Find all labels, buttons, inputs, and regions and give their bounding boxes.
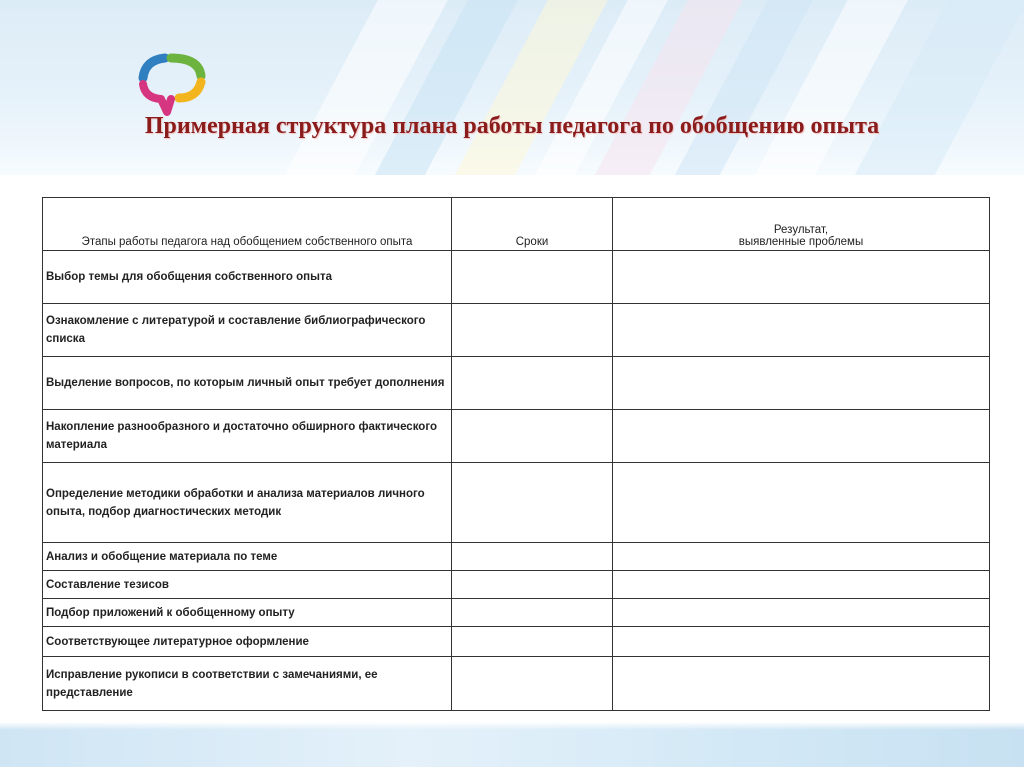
result-cell[interactable] — [613, 463, 990, 543]
stage-cell: Ознакомление с литературой и составление библиографического списка — [43, 304, 452, 357]
result-cell[interactable] — [613, 571, 990, 599]
result-cell[interactable] — [613, 251, 990, 304]
table-row — [43, 357, 990, 410]
table-row — [43, 599, 990, 627]
term-cell[interactable] — [452, 657, 613, 711]
result-cell[interactable] — [613, 599, 990, 627]
header-result — [613, 198, 990, 251]
header-result-line1: Результат, — [773, 224, 829, 236]
stage-cell: Исправление рукописи в соответствии с замечаниями, ее представление — [43, 657, 452, 711]
speech-bubble-logo-icon — [135, 52, 209, 116]
result-cell[interactable] — [613, 627, 990, 657]
table-row — [43, 251, 990, 304]
term-cell[interactable] — [452, 357, 613, 410]
stage-cell: Соответствующее литературное оформление — [43, 627, 452, 657]
stage-cell: Подбор приложений к обобщенному опыту — [43, 599, 452, 627]
term-cell[interactable] — [452, 543, 613, 571]
table-row — [43, 543, 990, 571]
header-stages: Этапы работы педагога над обобщением собственного опыта — [43, 198, 452, 251]
header-result-line2: выявленные проблемы — [738, 236, 864, 248]
term-cell[interactable] — [452, 599, 613, 627]
stage-cell: Выбор темы для обобщения собственного опыта — [43, 251, 452, 304]
stage-cell: Накопление разнообразного и достаточно обширного фактического материала — [43, 410, 452, 463]
stage-cell: Определение методики обработки и анализа материалов личного опыта, подбор диагностических методик — [43, 463, 452, 543]
term-cell[interactable] — [452, 410, 613, 463]
page-title: Примерная структура плана работы педагога по обобщению опыта — [144, 113, 880, 139]
result-cell[interactable] — [613, 657, 990, 711]
result-cell[interactable] — [613, 304, 990, 357]
term-cell[interactable] — [452, 571, 613, 599]
table-row — [43, 657, 990, 711]
table-row — [43, 304, 990, 357]
result-cell[interactable] — [613, 410, 990, 463]
footer-background — [0, 722, 1024, 767]
work-plan-table — [42, 197, 990, 711]
table-row — [43, 410, 990, 463]
term-cell[interactable] — [452, 251, 613, 304]
table-row — [43, 571, 990, 599]
header-terms: Сроки — [452, 198, 613, 251]
term-cell[interactable] — [452, 627, 613, 657]
stage-cell: Выделение вопросов, по которым личный опыт требует дополнения — [43, 357, 452, 410]
term-cell[interactable] — [452, 463, 613, 543]
table-header-row — [43, 198, 990, 251]
table-row — [43, 463, 990, 543]
result-cell[interactable] — [613, 357, 990, 410]
result-cell[interactable] — [613, 543, 990, 571]
table-row — [43, 627, 990, 657]
stage-cell: Составление тезисов — [43, 571, 452, 599]
term-cell[interactable] — [452, 304, 613, 357]
stage-cell: Анализ и обобщение материала по теме — [43, 543, 452, 571]
